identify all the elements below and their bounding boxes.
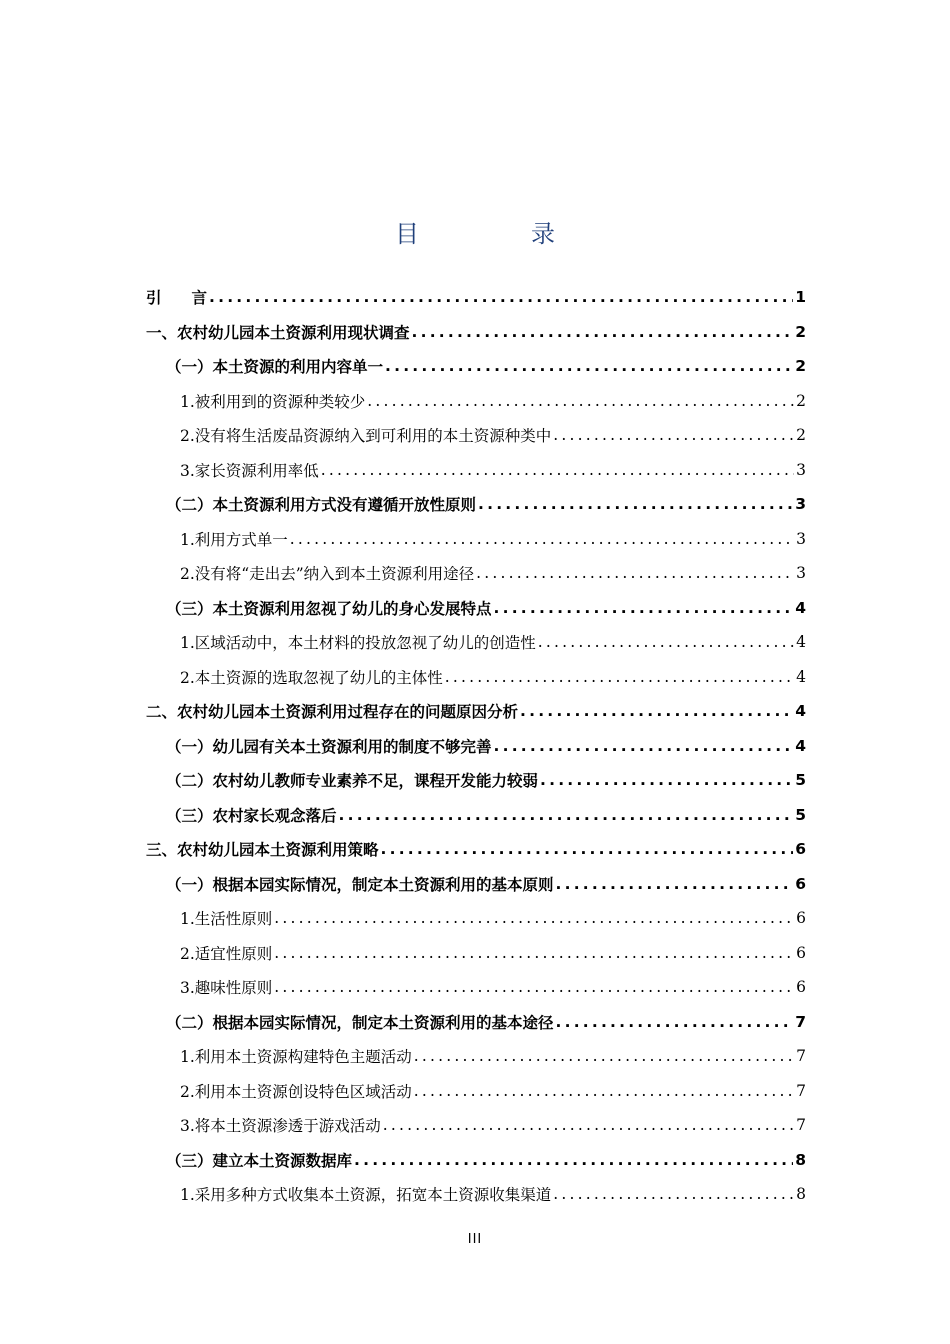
toc-leader-dots (556, 875, 794, 893)
toc-leader-dots (381, 840, 794, 858)
toc-entry-label: 2.本土资源的选取忽视了幼儿的主体性 (180, 668, 443, 687)
toc-entry[interactable] (0, 384, 950, 418)
toc-entry[interactable] (0, 453, 950, 487)
toc-entry-page-number: 5 (795, 805, 806, 824)
toc-entry[interactable] (0, 1177, 950, 1211)
toc-entry-page-number: 7 (796, 1081, 806, 1100)
toc-entry-label: 2.没有将生活废品资源纳入到可利用的本土资源种类中 (180, 427, 552, 445)
toc-entry-page-number: 6 (795, 874, 806, 893)
toc-entry-label: 三、农村幼儿园本土资源利用策略 (146, 841, 379, 859)
toc-entry[interactable] (0, 418, 950, 452)
toc-entry-label: 1.生活性原则 (180, 910, 273, 928)
toc-entry[interactable] (0, 660, 950, 694)
toc-entry[interactable] (0, 798, 950, 832)
toc-entry-label: （一）本土资源的利用内容单一 (166, 358, 384, 376)
toc-entry-page-number: 2 (795, 357, 806, 375)
toc-entry-page-number: 6 (796, 978, 806, 996)
toc-entry-label (146, 286, 207, 308)
toc-leader-dots (412, 323, 794, 341)
toc-entry-label: （一）根据本园实际情况，制定本土资源利用的基本原则 (166, 875, 554, 894)
toc-entry[interactable] (0, 1143, 950, 1177)
toc-entry[interactable] (0, 1108, 950, 1142)
toc-entry-label: 1.采用多种方式收集本土资源，拓宽本土资源收集渠道 (180, 1186, 552, 1204)
toc-leader-dots (553, 426, 794, 444)
toc-entry-page-number: 2 (796, 426, 806, 444)
toc-entry-page-number: 4 (795, 702, 806, 720)
toc-leader-dots (339, 806, 794, 824)
toc-entry-label: 3.将本土资源渗透于游戏活动 (180, 1117, 381, 1135)
toc-entry[interactable] (0, 729, 950, 763)
toc-entry[interactable] (0, 487, 950, 521)
toc-entry[interactable] (0, 1005, 950, 1039)
toc-leader-dots (445, 668, 794, 686)
toc-entry[interactable] (0, 936, 950, 970)
toc-leader-dots (274, 944, 794, 962)
toc-entry[interactable] (0, 832, 950, 866)
toc-leader-dots (494, 737, 794, 755)
toc-entry[interactable] (0, 280, 950, 314)
toc-entry[interactable] (0, 970, 950, 1004)
toc-leader-dots (367, 392, 794, 410)
toc-entry[interactable] (0, 556, 950, 590)
toc-entry-page-number: 5 (795, 771, 806, 789)
toc-entry-page-number: 2 (796, 391, 806, 410)
toc-entry-page-number: 1 (795, 288, 806, 306)
toc-entry[interactable] (0, 1039, 950, 1073)
toc-entry-label-part: 引 (146, 289, 162, 307)
toc-title: 目 录 (395, 220, 599, 248)
toc-leader-dots (478, 495, 793, 513)
toc-entry-label: 3.趣味性原则 (180, 979, 273, 997)
toc-entry-label: （三）农村家长观念落后 (166, 806, 337, 825)
toc-entry-page-number: 4 (795, 598, 806, 617)
toc-entry-label: （一）幼儿园有关本土资源利用的制度不够完善 (166, 737, 492, 756)
toc-entry-page-number: 4 (796, 633, 806, 651)
toc-entry-label: 1.利用方式单一 (180, 530, 288, 549)
toc-entry-page-number: 4 (795, 736, 806, 755)
toc-entry[interactable] (0, 625, 950, 659)
toc-entry-page-number: 4 (796, 667, 806, 686)
toc-entry-page-number: 3 (795, 495, 806, 513)
toc-entry-page-number: 3 (796, 564, 806, 582)
toc-leader-dots (383, 1116, 794, 1134)
toc-leader-dots (354, 1151, 793, 1169)
toc-leader-dots (538, 633, 794, 651)
toc-entry-page-number: 6 (795, 840, 806, 858)
toc-entry[interactable] (0, 315, 950, 349)
toc-entry-label: （二）农村幼儿教师专业素养不足，课程开发能力较弱 (166, 772, 539, 790)
toc-entry[interactable] (0, 867, 950, 901)
toc-entry-page-number: 7 (795, 1012, 806, 1031)
toc-entry-page-number: 3 (796, 460, 806, 479)
toc-entry-page-number: 6 (796, 909, 806, 927)
toc-leader-dots (476, 564, 794, 582)
toc-entry-page-number: 3 (796, 529, 806, 548)
page-number: III (467, 1232, 483, 1247)
toc-entry[interactable] (0, 349, 950, 383)
toc-entry-label: 3.家长资源利用率低 (180, 461, 319, 480)
toc-leader-dots (494, 599, 794, 617)
toc-entry-page-number: 7 (796, 1047, 806, 1065)
toc-entry[interactable] (0, 901, 950, 935)
toc-entry-page-number: 6 (796, 943, 806, 962)
toc-entry[interactable] (0, 591, 950, 625)
toc-entry-label-part: 言 (191, 289, 208, 307)
toc-leader-dots (274, 909, 794, 927)
toc-leader-dots (540, 771, 793, 789)
toc-leader-dots (520, 702, 793, 720)
toc-entry[interactable] (0, 694, 950, 728)
toc-leader-dots (209, 288, 793, 306)
toc-leader-dots (556, 1013, 794, 1031)
toc-leader-dots (553, 1185, 794, 1203)
toc-entry-label: 2.没有将“走出去”纳入到本土资源利用途径 (180, 565, 475, 583)
toc-entry-label: （三）建立本土资源数据库 (166, 1151, 353, 1170)
toc-entry-label: 1.被利用到的资源种类较少 (180, 392, 366, 411)
toc-entry-label: 1.区域活动中，本土材料的投放忽视了幼儿的创造性 (180, 634, 536, 652)
toc-entry-label: 2.利用本土资源创设特色区域活动 (180, 1082, 412, 1101)
toc-leader-dots (414, 1047, 794, 1065)
toc-entry-label: （二）根据本园实际情况，制定本土资源利用的基本途径 (166, 1013, 554, 1032)
toc-entry-label: （三）本土资源利用忽视了幼儿的身心发展特点 (166, 599, 492, 618)
toc-entry-label: 1.利用本土资源构建特色主题活动 (180, 1048, 412, 1066)
toc-entry-page-number: 2 (795, 322, 806, 341)
toc-leader-dots (385, 357, 793, 375)
toc-leader-dots (290, 530, 794, 548)
toc-entry-label: 2.适宜性原则 (180, 944, 273, 963)
toc-leader-dots (414, 1082, 794, 1100)
toc-entry-label: 一、农村幼儿园本土资源利用现状调查 (146, 323, 410, 342)
toc-entry-page-number: 8 (796, 1185, 806, 1203)
toc-entry-label: 二、农村幼儿园本土资源利用过程存在的问题原因分析 (146, 703, 519, 721)
toc-entry[interactable] (0, 1074, 950, 1108)
toc-entry[interactable] (0, 522, 950, 556)
toc-entry-page-number: 8 (795, 1150, 806, 1169)
toc-entry[interactable] (0, 763, 950, 797)
toc-leader-dots (274, 978, 794, 996)
toc-entry-page-number: 7 (796, 1116, 806, 1134)
toc-entry-label: （二）本土资源利用方式没有遵循开放性原则 (166, 496, 477, 514)
toc-leader-dots (321, 461, 794, 479)
